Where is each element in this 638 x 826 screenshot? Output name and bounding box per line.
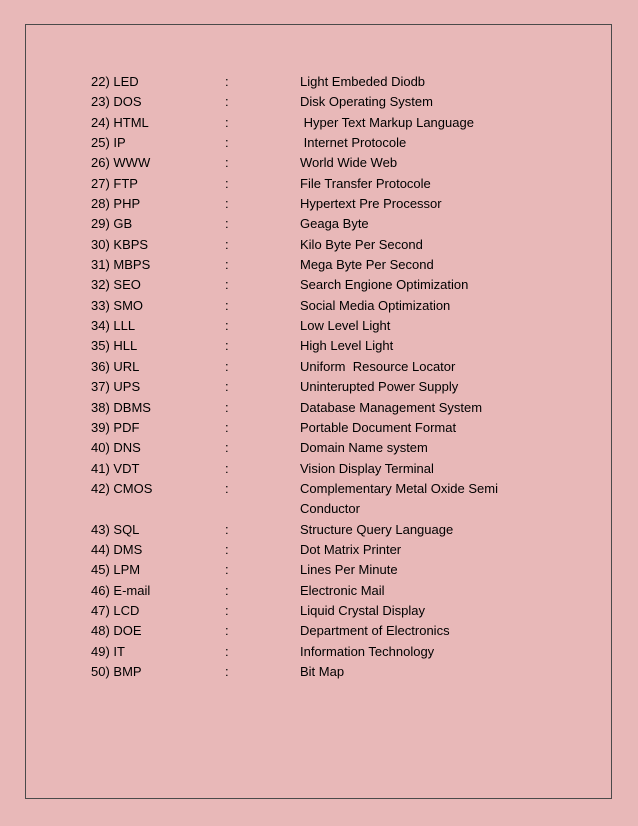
list-item (91, 621, 571, 641)
abbreviation-definition: Complementary Metal Oxide Semi Conductor (300, 480, 498, 517)
abbreviation-term: 39) PDF (91, 419, 140, 435)
abbreviation-term: 28) PHP (91, 196, 141, 212)
separator-colon: : (225, 419, 229, 435)
abbreviation-term: 37) UPS (91, 379, 141, 395)
separator-colon: : (225, 541, 229, 557)
abbreviation-term: 42) CMOS (91, 480, 153, 496)
abbreviation-definition: Vision Display Terminal (300, 460, 434, 476)
abbreviation-definition: File Transfer Protocole (300, 175, 431, 191)
separator-colon: : (225, 602, 229, 618)
abbreviation-term: 43) SQL (91, 521, 140, 537)
abbreviation-term: 32) SEO (91, 277, 141, 293)
abbreviation-definition: Geaga Byte (300, 216, 369, 232)
abbreviation-definition: Social Media Optimization (300, 297, 451, 313)
abbreviation-term: 30) KBPS (91, 236, 149, 252)
abbreviation-definition: High Level Light (300, 338, 394, 354)
abbreviation-definition: Electronic Mail (300, 582, 385, 598)
separator-colon: : (225, 663, 229, 679)
abbreviation-term: 24) HTML (91, 114, 149, 130)
list-item (91, 316, 571, 336)
separator-colon: : (225, 155, 229, 171)
separator-colon: : (225, 297, 229, 313)
separator-colon: : (225, 338, 229, 354)
list-item (91, 601, 571, 621)
abbreviation-term: 31) MBPS (91, 257, 151, 273)
abbreviation-definition: Uninterupted Power Supply (300, 379, 459, 395)
abbreviation-definition: Hypertext Pre Processor (300, 196, 442, 212)
separator-colon: : (225, 399, 229, 415)
abbreviation-term: 34) LLL (91, 318, 136, 334)
separator-colon: : (225, 521, 229, 537)
list-item (91, 275, 571, 295)
list-item (91, 581, 571, 601)
list-item (91, 377, 571, 397)
abbreviation-term: 36) URL (91, 358, 140, 374)
abbreviation-definition: Information Technology (300, 643, 435, 659)
abbreviation-term: 33) SMO (91, 297, 144, 313)
abbreviation-definition: Portable Document Format (300, 419, 457, 435)
separator-colon: : (225, 318, 229, 334)
abbreviation-definition: Structure Query Language (300, 521, 454, 537)
abbreviation-definition: Domain Name system (300, 440, 428, 456)
abbreviation-term: 40) DNS (91, 440, 141, 456)
list-item (91, 255, 571, 275)
abbreviation-definition: Bit Map (300, 663, 345, 679)
abbreviation-term: 50) BMP (91, 663, 142, 679)
abbreviation-definition: Department of Electronics (300, 623, 450, 639)
list-item (91, 398, 571, 418)
separator-colon: : (225, 582, 229, 598)
abbreviation-definition: Liquid Crystal Display (300, 602, 425, 618)
abbreviation-term: 38) DBMS (91, 399, 151, 415)
separator-colon: : (225, 216, 229, 232)
abbreviation-term: 47) LCD (91, 602, 140, 618)
separator-colon: : (225, 114, 229, 130)
list-item (91, 174, 571, 194)
separator-colon: : (225, 623, 229, 639)
separator-colon: : (225, 196, 229, 212)
separator-colon: : (225, 562, 229, 578)
abbreviation-term: 49) IT (91, 643, 125, 659)
separator-colon: : (225, 358, 229, 374)
abbreviation-term: 27) FTP (91, 175, 138, 191)
abbreviation-definition: Search Engione Optimization (300, 277, 469, 293)
separator-colon: : (225, 379, 229, 395)
list-item (91, 92, 571, 112)
separator-colon: : (225, 643, 229, 659)
abbreviation-definition: Internet Protocole (300, 135, 407, 151)
separator-colon: : (225, 175, 229, 191)
abbreviation-definition: Uniform Resource Locator (300, 358, 456, 374)
list-item (91, 133, 571, 153)
abbreviation-term: 23) DOS (91, 94, 142, 110)
abbreviation-term: 35) HLL (91, 338, 138, 354)
abbreviation-term: 44) DMS (91, 541, 143, 557)
list-item (91, 459, 571, 479)
abbreviation-definition: Database Management System (300, 399, 483, 415)
list-item (91, 418, 571, 438)
list-item (91, 662, 571, 682)
list-item (91, 194, 571, 214)
list-item (91, 72, 571, 92)
list-item (91, 438, 571, 458)
abbreviation-term: 22) LED (91, 74, 139, 89)
abbreviation-definition: Lines Per Minute (300, 562, 398, 578)
abbreviation-term: 29) GB (91, 216, 133, 232)
separator-colon: : (225, 135, 229, 151)
list-item (91, 540, 571, 560)
separator-colon: : (225, 440, 229, 456)
abbreviation-definition: Dot Matrix Printer (300, 541, 402, 557)
abbreviation-term: 46) E-mail (91, 582, 151, 598)
separator-colon: : (225, 277, 229, 293)
abbreviation-term: 48) DOE (91, 623, 142, 639)
list-item (91, 479, 571, 520)
abbreviation-definition: Disk Operating System (300, 94, 433, 110)
list-item (91, 357, 571, 377)
list-item (91, 560, 571, 580)
abbreviation-definition: Light Embeded Diodb (300, 74, 426, 89)
abbreviation-definition: Mega Byte Per Second (300, 257, 434, 273)
abbreviation-term: 45) LPM (91, 562, 141, 578)
abbreviation-term: 25) IP (91, 135, 126, 151)
abbreviation-term: 41) VDT (91, 460, 140, 476)
list-item (91, 113, 571, 133)
list-item (91, 296, 571, 316)
abbreviation-definition: Low Level Light (300, 318, 391, 334)
separator-colon: : (225, 257, 229, 273)
abbreviation-definition: World Wide Web (300, 155, 398, 171)
list-item (91, 336, 571, 356)
separator-colon: : (225, 94, 229, 110)
list-item (91, 520, 571, 540)
abbreviation-definition: Hyper Text Markup Language (300, 114, 474, 130)
separator-colon: : (225, 460, 229, 476)
abbreviation-term: 26) WWW (91, 155, 151, 171)
separator-colon: : (225, 236, 229, 252)
separator-colon: : (225, 74, 229, 89)
abbreviation-list (91, 72, 571, 682)
list-item (91, 153, 571, 173)
list-item (91, 642, 571, 662)
list-item (91, 235, 571, 255)
list-item (91, 214, 571, 234)
abbreviation-definition: Kilo Byte Per Second (300, 236, 423, 252)
separator-colon: : (225, 480, 229, 496)
